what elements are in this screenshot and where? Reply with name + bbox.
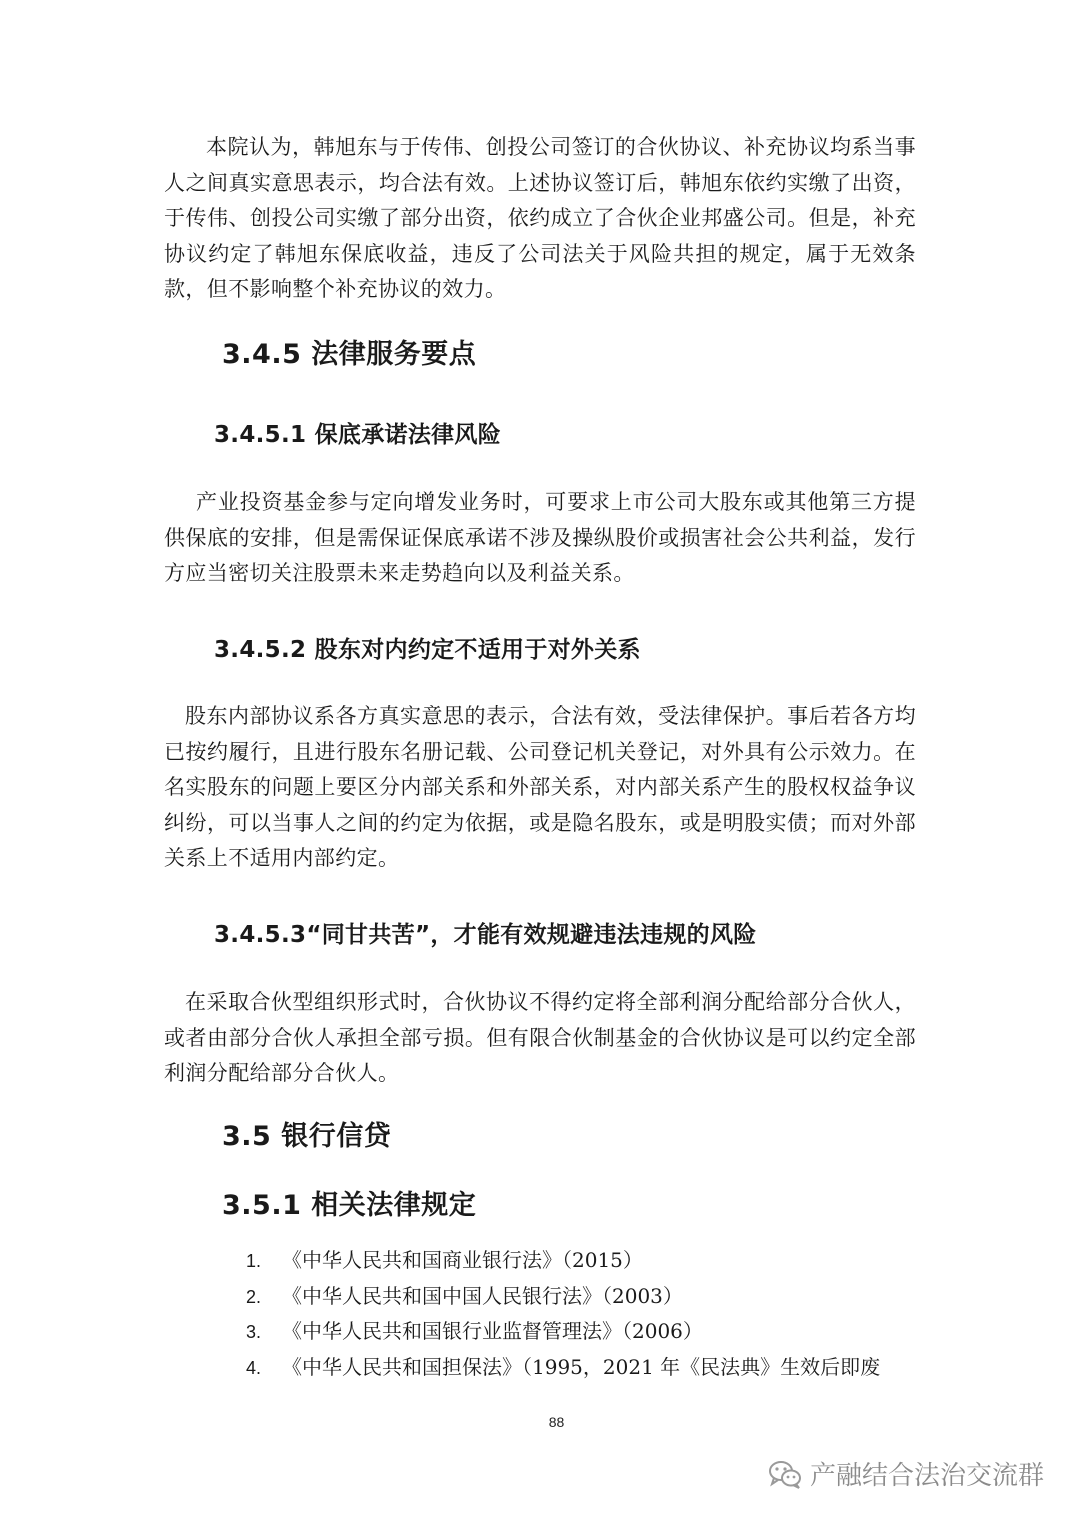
law-list [246, 1243, 926, 1385]
list-item [246, 1279, 926, 1315]
list-number: 3. [246, 1322, 262, 1342]
paragraph-partnership: 在采取合伙型组织形式时，合伙协议不得约定将全部利润分配给部分合伙人，或者由部分合伙人承担全部亏损。但有限合伙制基金的合伙协议是可以约定全部利润分配给部分合伙人。 [164, 990, 916, 1085]
paragraph-court-opinion: 本院认为，韩旭东与于传伟、创投公司签订的合伙协议、补充协议均系当事人之间真实意思表示，均合法有效。上述协议签订后，韩旭东依约实缴了出资，于传伟、创投公司实缴了部分出资，依约成立了合伙企业邦盛公司。但是，补充协议约定了韩旭东保底收益，违反了公司法关于风险共担的规定，属于无效条款，但不影响整个补充协议的效力。 [164, 135, 916, 301]
paragraph-shareholder-agreement: 股东内部协议系各方真实意思的表示，合法有效，受法律保护。事后若各方均已按约履行，且进行股东名册记载、公司登记机关登记，对外具有公示效力。在名实股东的问题上要区分内部关系和外部关系，对内部关系产生的股权权益争议纠纷，可以当事人之间的约定为依据，或是隐名股东，或是明股实债；而对外部关系上不适用内部约定。 [164, 704, 916, 870]
heading-3-4-5: 3.4.5 法律服务要点 [222, 339, 477, 370]
heading-3-4-5-3: 3.4.5.3“同甘共苦”，才能有效规避违法违规的风险 [214, 922, 757, 948]
wechat-icon [768, 1459, 802, 1489]
list-number: 1. [246, 1251, 262, 1271]
list-number: 4. [246, 1357, 262, 1378]
watermark-text: 产融结合法治交流群 [809, 1461, 1044, 1491]
paragraph-guarantee-risk: 产业投资基金参与定向增发业务时，可要求上市公司大股东或其他第三方提供保底的安排，但是需保证保底承诺不涉及操纵股价或损害社会公共利益，发行方应当密切关注股票未来走势趋向以及利益关系。 [164, 490, 916, 585]
list-text: 《中华人民共和国担保法》（1995，2021 年《民法典》生效后即废 [282, 1354, 881, 1379]
heading-3-5: 3.5 银行信贷 [222, 1121, 392, 1152]
list-item [246, 1243, 926, 1279]
watermark [768, 1455, 1044, 1492]
list-text: 《中华人民共和国中国人民银行法》（2003） [282, 1283, 683, 1308]
heading-3-4-5-1: 3.4.5.1 保底承诺法律风险 [214, 422, 502, 448]
list-text: 《中华人民共和国商业银行法》（2015） [282, 1248, 643, 1272]
heading-3-5-1: 3.5.1 相关法律规定 [222, 1190, 477, 1221]
list-number: 2. [246, 1286, 262, 1307]
heading-3-4-5-2: 3.4.5.2 股东对内约定不适用于对外关系 [214, 637, 641, 663]
list-item [246, 1314, 926, 1350]
list-text: 《中华人民共和国银行业监督管理法》（2006） [282, 1319, 703, 1343]
list-item [246, 1350, 926, 1386]
page-number: 88 [548, 1414, 565, 1430]
